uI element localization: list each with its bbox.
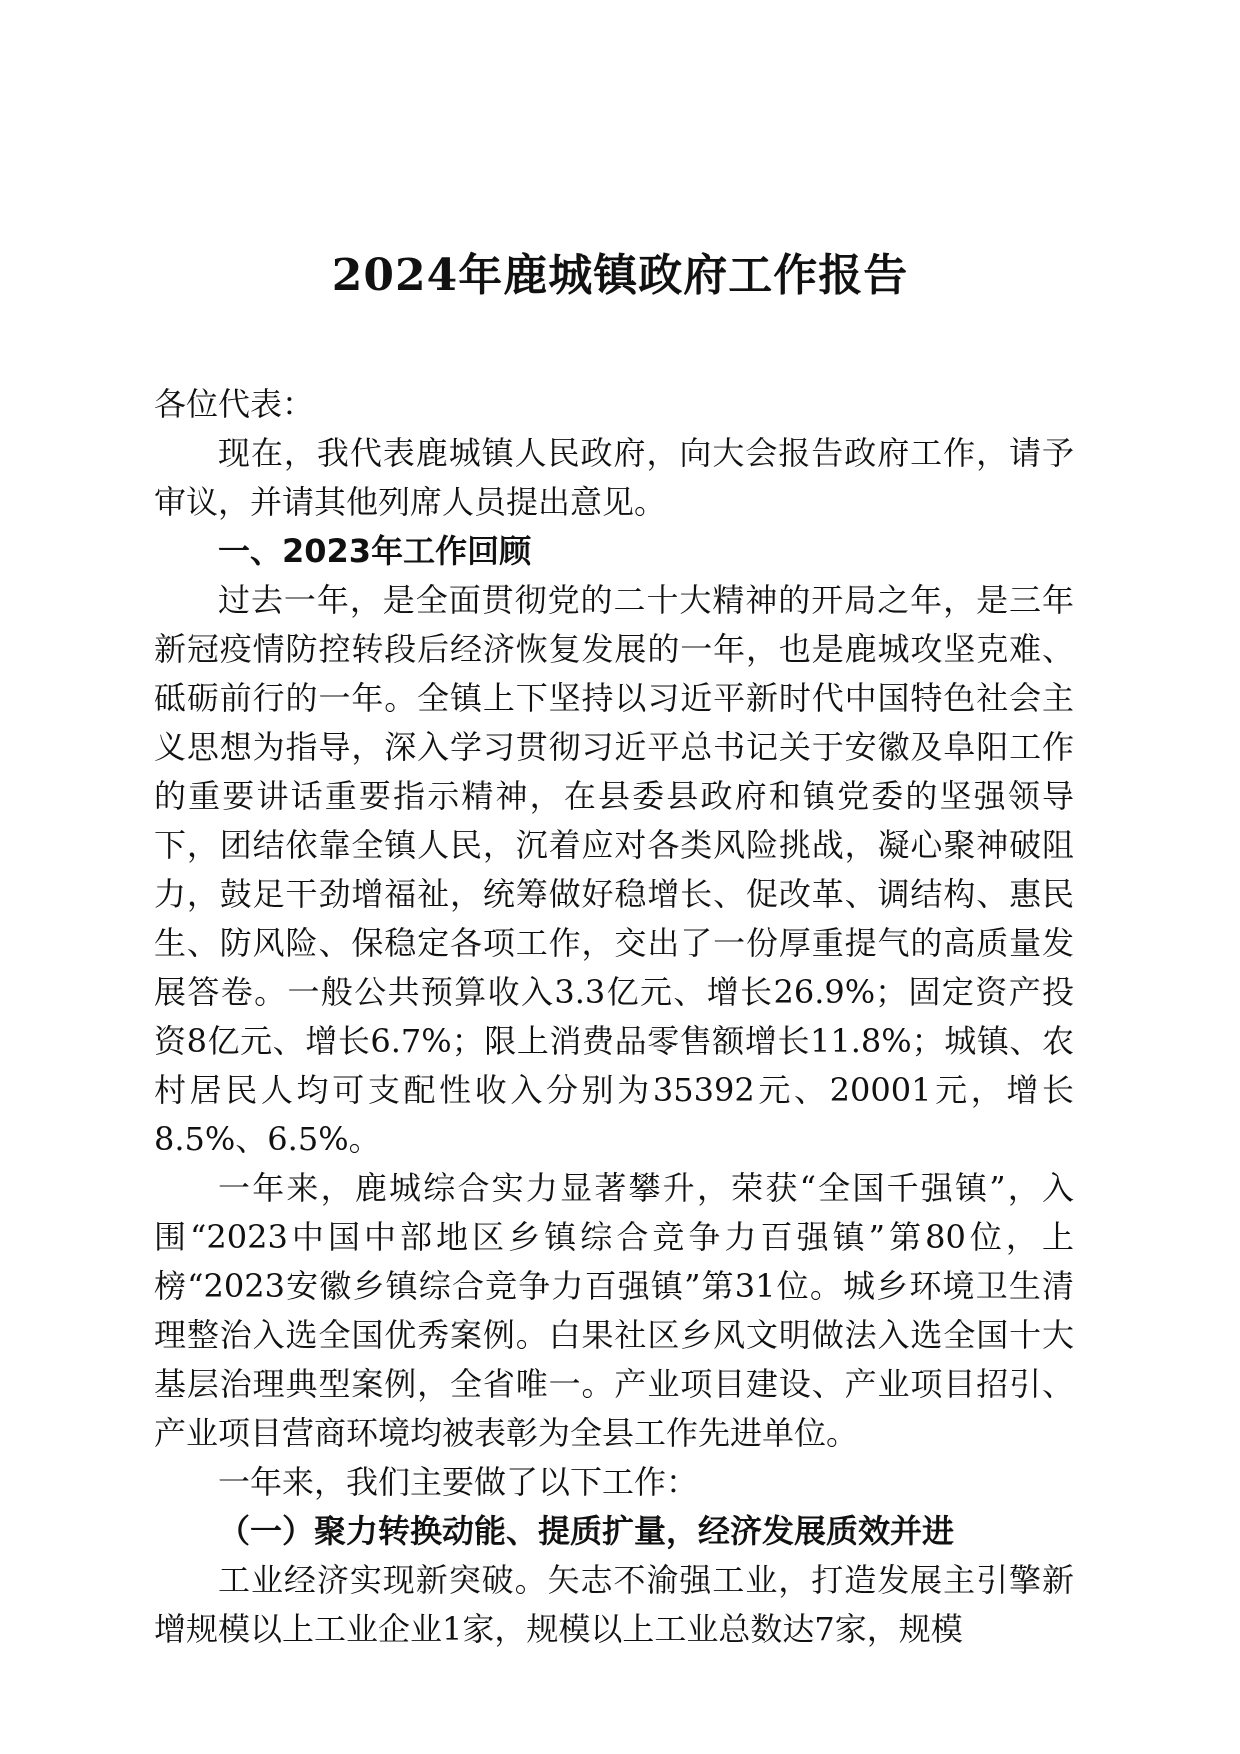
review-paragraph: 过去一年，是全面贯彻党的二十大精神的开局之年，是三年新冠疫情防控转段后经济恢复发展的一年，也是鹿城攻坚克难、砥砺前行的一年。全镇上下坚持以习近平新时代中国特色社会主义思想为指导，深入学习贯彻习近平总书记关于安徽及阜阳工作的重要讲话重要指示精神，在县委县政府和镇党委的坚强领导下，团结依靠全镇人民，沉着应对各类风险挑战，凝心聚神破阻力，鼓足干劲增福祉，统筹做好稳增长、促改革、调结构、惠民生、防风险、保稳定各项工作，交出了一份厚重提气的高质量发展答卷。一般公共预算收入3.3亿元、增长26.9%；固定资产投资8亿元、增长6.7%；限上消费品零售额增长11.8%；城镇、农村居民人均可支配性收入分别为35392元、20001元，增长8.5%、6.5%。 xyxy=(154,581,1074,1158)
industry-paragraph: 工业经济实现新突破。矢志不渝强工业，打造发展主引擎新增规模以上工业企业1家，规模以上工业总数达7家，规模 xyxy=(154,1561,1074,1648)
intro-paragraph: 现在，我代表鹿城镇人民政府，向大会报告政府工作，请予审议，并请其他列席人员提出意见。 xyxy=(154,434,1074,521)
section-heading: 一、2023年工作回顾 xyxy=(218,532,532,570)
subsection-heading: （一）聚力转换动能、提质扩量，经济发展质效并进 xyxy=(218,1512,955,1550)
work-intro-paragraph: 一年来，我们主要做了以下工作： xyxy=(218,1463,699,1501)
salutation: 各位代表： xyxy=(154,385,315,423)
achievements-paragraph: 一年来，鹿城综合实力显著攀升，荣获“全国千强镇”，入围“2023中国中部地区乡镇综合竞争力百强镇”第80位，上榜“2023安徽乡镇综合竞争力百强镇”第31位。城乡环境卫生清理整治入选全国优秀案例。白果社区乡风文明做法入选全国十大基层治理典型案例，全省唯一。产业项目建设、产业项目招引、产业项目营商环境均被表彰为全县工作先进单位。 xyxy=(154,1169,1074,1452)
document-title: 2024年鹿城镇政府工作报告 xyxy=(331,250,909,301)
document-body xyxy=(154,380,1074,1654)
